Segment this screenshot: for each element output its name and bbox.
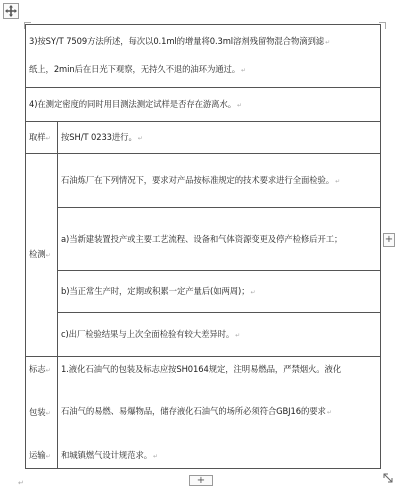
table-cell[interactable] (58, 154, 381, 208)
table-row (26, 154, 381, 208)
table-cell[interactable] (58, 313, 381, 357)
table-move-handle-icon[interactable] (3, 3, 19, 19)
spec-table (25, 24, 381, 469)
paragraph-mark: ↵ (18, 479, 24, 487)
table-row (26, 271, 381, 313)
add-row-button[interactable] (189, 475, 213, 486)
paragraph-mark: ↵ (45, 367, 51, 374)
paragraph-mark: ↵ (235, 331, 241, 339)
packaging-line3: 和城镇燃气设计规范求。 (61, 450, 153, 460)
table-row (26, 208, 381, 271)
paragraph-mark: ↵ (45, 453, 51, 460)
packaging-label: 包装 (29, 407, 46, 417)
table-cell[interactable] (58, 357, 381, 469)
packaging-line1: 1.液化石油气的包装及标志应按SH0164规定，注明易燃品，严禁烟火。液化 (61, 364, 342, 374)
detection-item-c: c)出厂检验结果与上次全面检验有较大差异时。 (61, 328, 235, 339)
table-row (26, 313, 381, 357)
row2-text: 4)在测定密度的同时用目测法测定试样是否存在游离水。 (29, 98, 236, 109)
sampling-text: 按SH/T 0233进行。 (61, 131, 137, 142)
paragraph-mark: ↵ (137, 134, 143, 142)
detection-item-a: a)当新建装置投产或主要工艺流程、设备和气体资源变更及停产检修后开工； (61, 234, 343, 244)
paragraph-mark: ↵ (45, 134, 51, 142)
table-cell[interactable] (58, 208, 381, 271)
marking-label: 标志 (29, 364, 46, 374)
paragraph-mark: ↵ (326, 409, 332, 416)
table-row (26, 88, 381, 122)
paragraph-mark: ↵ (250, 288, 256, 296)
paragraph-mark: ↵ (45, 410, 51, 417)
paragraph-mark: ↵ (335, 177, 341, 185)
row1-line1: 3)按SY/T 7509方法所述，每次以0.1ml的增量将0.3ml溶剂残留物混合物滴到滤 (29, 36, 325, 46)
plus-icon: + (384, 234, 394, 245)
detection-item-b: b)当正常生产时，定期或积累一定产量后(如两周)； (61, 285, 250, 296)
transport-label: 运输 (29, 450, 46, 460)
table-resize-handle-icon[interactable] (382, 473, 394, 485)
plus-icon: + (196, 475, 206, 486)
detection-intro: 石油炼厂在下列情况下，要求对产品按标准规定的技术要求进行全面检验。 (61, 174, 335, 185)
paragraph-mark: ↵ (153, 453, 158, 460)
table-cell[interactable] (58, 271, 381, 313)
table-row (26, 357, 381, 469)
table-row (26, 25, 381, 88)
table-cell[interactable] (26, 88, 381, 122)
table-cell[interactable] (26, 25, 381, 88)
paragraph-mark: ↵ (45, 252, 51, 259)
label-cell-detection[interactable] (26, 154, 58, 357)
label-cell-packaging[interactable] (26, 357, 58, 469)
table-cell[interactable] (58, 122, 381, 154)
row1-line2: 纸上，2min后在日光下观察，无持久不退的油环为通过。 (29, 64, 241, 74)
packaging-line2: 石油气的易燃、易爆物品，储存液化石油气的场所必须符合GBJ16的要求 (61, 406, 326, 416)
paragraph-mark: ↵ (325, 39, 330, 46)
table-row (26, 122, 381, 154)
sampling-label: 取样 (29, 131, 46, 142)
detection-label: 检测 (29, 249, 46, 259)
paragraph-mark: ↵ (237, 101, 242, 109)
add-column-button[interactable] (383, 233, 395, 247)
paragraph-mark: ↵ (241, 67, 246, 74)
label-cell-sampling[interactable] (26, 122, 58, 154)
